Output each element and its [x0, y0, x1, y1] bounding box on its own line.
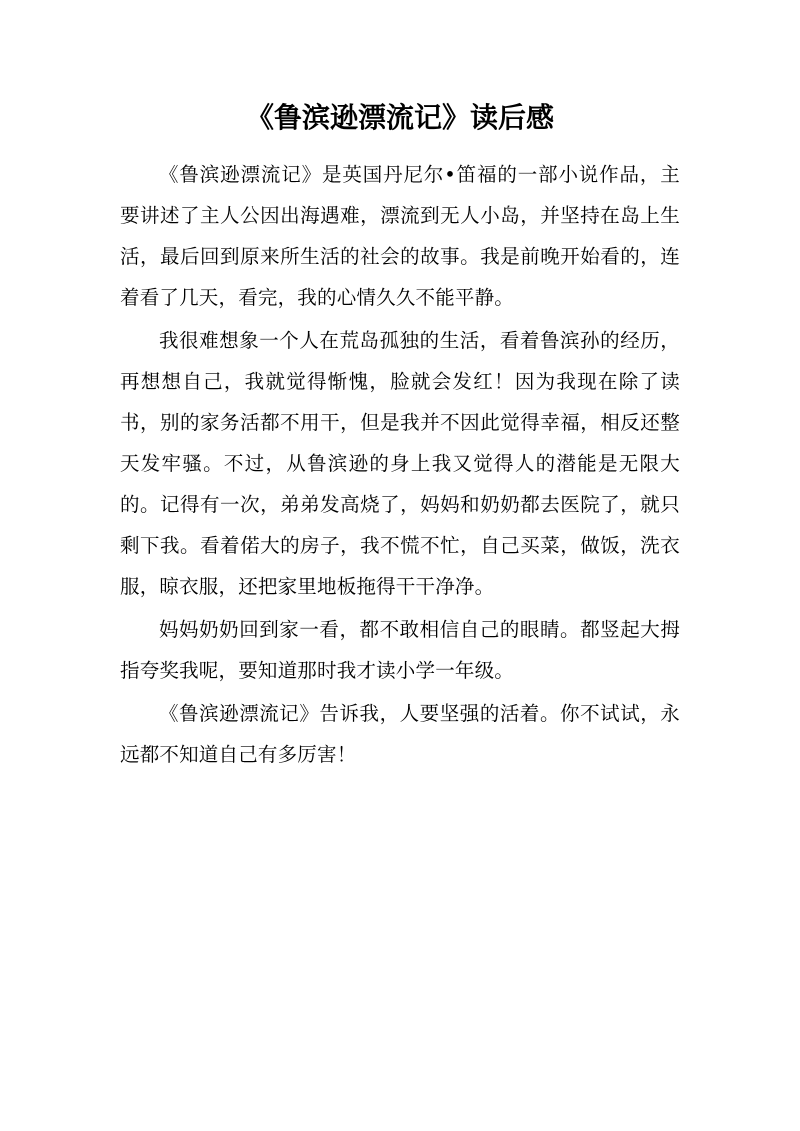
- paragraph-3: 妈妈奶奶回到家一看，都不敢相信自己的眼睛。都竖起大拇指夸奖我呢，要知道那时我才读小学一年级。: [120, 618, 680, 682]
- paragraph-4: 《鲁滨逊漂流记》告诉我，人要坚强的活着。你不试试，永远都不知道自己有多厉害！: [120, 702, 680, 766]
- document-body: [120, 154, 680, 777]
- paragraph-2: 我很难想象一个人在荒岛孤独的生活，看着鲁滨孙的经历，再想想自己，我就觉得惭愧，脸就会发红！因为我现在除了读书，别的家务活都不用干，但是我并不因此觉得幸福，相反还整天发牢骚。不过，从鲁滨逊的身上我又觉得人的潜能是无限大的。记得有一次，弟弟发高烧了，妈妈和奶奶都去医院了，就只剩下我。看着偌大的房子，我不慌不忙，自己买菜，做饭，洗衣服，晾衣服，还把家里地板拖得干干净净。: [120, 329, 680, 598]
- paragraph-1: 《鲁滨逊漂流记》是英国丹尼尔•笛福的一部小说作品，主要讲述了主人公因出海遇难，漂流到无人小岛，并坚持在岛上生活，最后回到原来所生活的社会的故事。我是前晚开始看的，连着看了几天，看完，我的心情久久不能平静。: [120, 163, 680, 309]
- document-title: 《鲁滨逊漂流记》读后感: [245, 101, 554, 134]
